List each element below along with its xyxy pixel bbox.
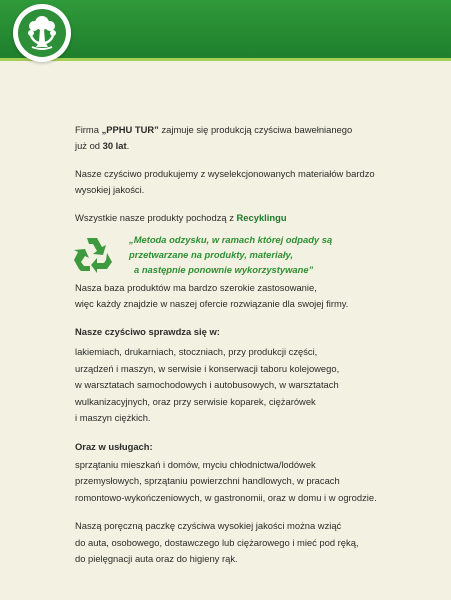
content-area <box>75 122 405 568</box>
quote-line: a następnie ponownie wykorzystywane” <box>134 264 314 275</box>
intro-paragraph <box>75 122 405 154</box>
paragraph-line: wysokiej jakości. <box>75 184 145 195</box>
paragraph-line: lakiemiach, drukarniach, stoczniach, przy produkcji części, <box>75 346 318 357</box>
company-name: „PPHU TUR” <box>101 124 159 135</box>
recycling-definition <box>75 232 405 280</box>
intro-text: . <box>126 140 130 151</box>
paragraph-line: więc każdy znajdzie w naszej ofercie rozwiązanie dla swojej firmy. <box>75 298 349 309</box>
intro-text: już od <box>75 140 103 151</box>
recycling-paragraph <box>75 210 405 226</box>
intro-text: Firma <box>75 124 102 135</box>
years-highlight: 30 lat <box>102 140 127 151</box>
paragraph-line: Nasze czyściwo produkujemy z wyselekcjonowanych materiałów bardzo <box>75 168 375 179</box>
paragraph-line: Naszą poręczną paczkę czyściwa wysokiej jakości można wziąć <box>75 520 342 531</box>
paragraph-line: do auta, osobowego, dostawczego lub ciężarowego i mieć pod ręką, <box>75 536 359 548</box>
tree-people-logo-icon <box>18 9 66 57</box>
company-logo <box>13 4 71 62</box>
paragraph-line: Wszystkie nasze produkty pochodzą z <box>75 212 237 223</box>
paragraph-line: do pielęgnacji auta oraz do higieny rąk. <box>75 553 238 564</box>
paragraph-line: przemysłowych, sprzątaniu powierzchni handlowych, w pracach <box>75 475 340 486</box>
recycling-highlight: Recyklingu <box>236 212 287 223</box>
recycling-quote <box>129 232 332 277</box>
section-heading: Oraz w usługach: <box>75 440 153 452</box>
services-list <box>75 457 405 507</box>
applications-list <box>75 344 405 427</box>
paragraph-line: sprzątaniu mieszkań i domów, myciu chłodnictwa/lodówek <box>75 458 316 470</box>
paragraph-line: Nasza baza produktów ma bardzo szerokie zastosowanie, <box>75 282 317 293</box>
materials-paragraph <box>75 166 405 198</box>
closing-paragraph <box>75 518 405 568</box>
paragraph-line: wulkanizacyjnych, oraz przy serwisie koparek, ciężarówek <box>75 395 316 407</box>
section-heading: Nasze czyściwo sprawdza się w: <box>75 326 220 337</box>
header-stripe <box>0 58 451 61</box>
quote-line: „Metoda odzysku, w ramach której odpady są <box>129 234 333 245</box>
intro-text: zajmuje się produkcją czyściwa bawełnianego <box>158 124 353 135</box>
quote-line: przetwarzane na produkty, materiały, <box>129 249 293 260</box>
paragraph-line: w warsztatach samochodowych i autobusowych, w warsztatach <box>75 379 339 390</box>
product-base-paragraph <box>75 280 405 312</box>
paragraph-line: i maszyn ciężkich. <box>75 412 151 423</box>
paragraph-line: urządzeń i maszyn, w serwisie i konserwacji taboru kolejowego, <box>75 362 340 374</box>
paragraph-line: romontowo-wykończeniowych, w gastronomii, oraz w domu i w ogrodzie. <box>75 491 377 503</box>
recycle-icon <box>71 234 115 274</box>
